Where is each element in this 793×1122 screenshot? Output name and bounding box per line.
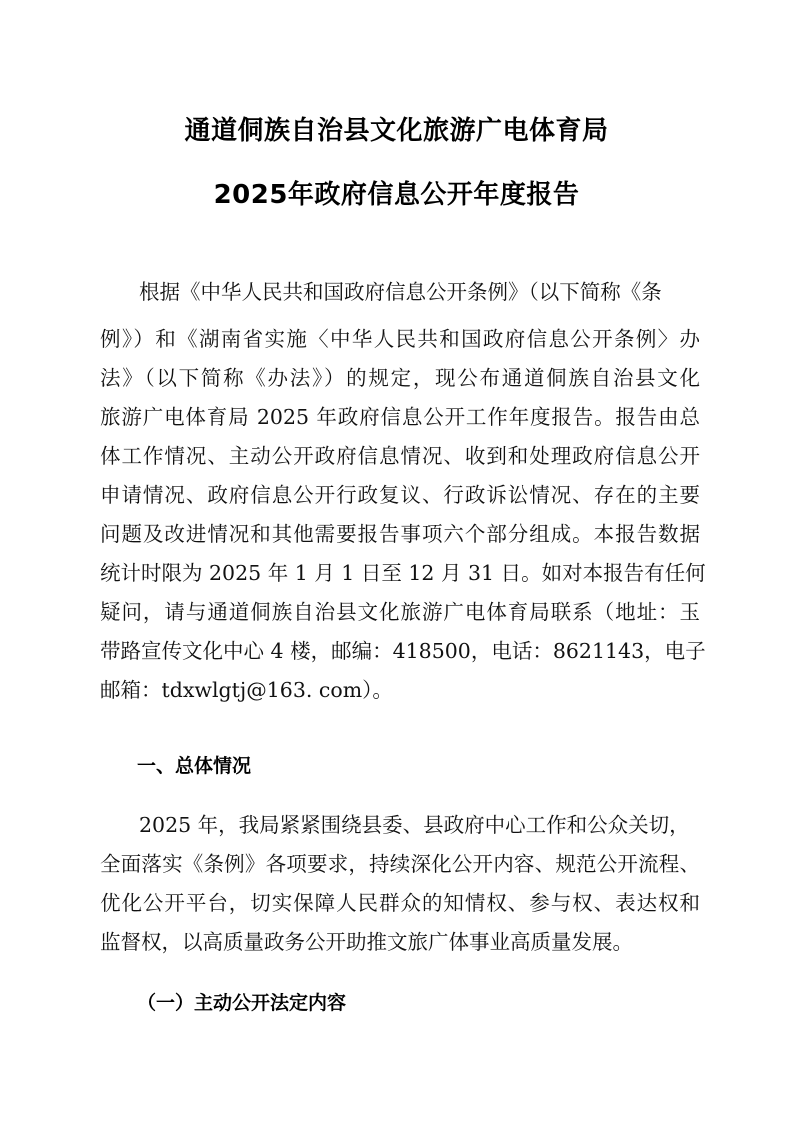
section1-line: 全面落实《条例》各项要求，持续深化公开内容、规范公开流程、: [100, 852, 700, 876]
intro-line: 疑问，请与通道侗族自治县文化旅游广电体育局联系（地址：玉: [100, 600, 700, 624]
section-heading-overall: 一、总体情况: [137, 755, 252, 777]
intro-line: 体工作情况、主动公开政府信息情况、收到和处理政府信息公开: [100, 444, 700, 468]
intro-line: 带路宣传文化中心 4 楼，邮编：418500，电话：8621143，电子: [100, 639, 706, 663]
intro-line: 例》）和《湖南省实施〈中华人民共和国政府信息公开条例〉办: [100, 327, 700, 351]
intro-line: 申请情况、政府信息公开行政复议、行政诉讼情况、存在的主要: [100, 483, 700, 507]
intro-line: 统计时限为 2025 年 1 月 1 日至 12 月 31 日。如对本报告有任何: [100, 561, 706, 585]
section1-line: 2025 年，我局紧紧围绕县委、县政府中心工作和公众关切，: [139, 813, 690, 837]
intro-line: 根据《中华人民共和国政府信息公开条例》（以下简称《条: [139, 280, 662, 304]
intro-line: 旅游广电体育局 2025 年政府信息公开工作年度报告。报告由总: [100, 405, 700, 429]
section1-line: 监督权，以高质量政务公开助推文旅广体事业高质量发展。: [100, 930, 633, 954]
intro-line: 问题及改进情况和其他需要报告事项六个部分组成。本报告数据: [100, 522, 700, 546]
document-title-line-2: 2025年政府信息公开年度报告: [213, 180, 580, 210]
document-title-line-1: 通道侗族自治县文化旅游广电体育局: [184, 116, 609, 146]
subsection-heading-mandatory-disclosure: （一）主动公开法定内容: [137, 992, 347, 1014]
section1-line: 优化公开平台，切实保障人民群众的知情权、参与权、表达权和: [100, 891, 700, 915]
intro-line: 邮箱：tdxwlgtj@163. com）。: [100, 678, 393, 702]
intro-line: 法》（以下简称《办法》）的规定，现公布通道侗族自治县文化: [100, 366, 700, 390]
